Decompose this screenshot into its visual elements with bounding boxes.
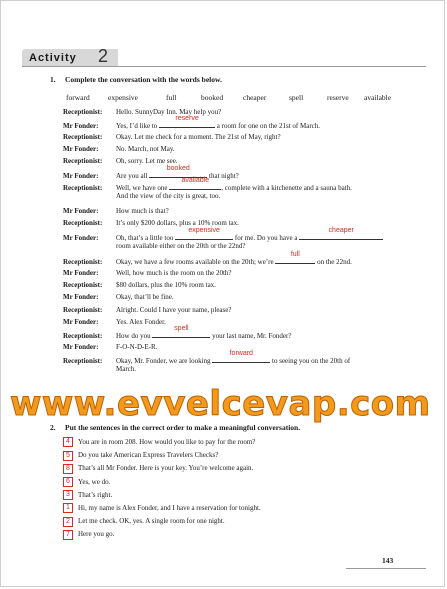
activity-number: 2 — [98, 46, 109, 66]
filled-answer: spell — [174, 325, 189, 333]
answer-blank — [175, 226, 233, 240]
question-1-instruction: Complete the conversation with the words below. — [65, 75, 222, 84]
speaker-label: Receptionist: — [63, 305, 103, 314]
sentence-text: That’s right. — [78, 490, 113, 499]
dialogue-line — [63, 251, 352, 267]
speaker-label: Receptionist: — [63, 184, 103, 193]
dialogue-text: How much is that? — [116, 206, 169, 215]
dialogue-text: F-O-N-D-E-R. — [116, 342, 158, 351]
sentence-text: You are in room 208. How would you like to pay for the room? — [78, 438, 256, 446]
dialogue-text: Okay, Mr. Fonder, we are looking — [116, 357, 213, 365]
answer-blank — [299, 226, 383, 240]
dialogue-line — [63, 143, 175, 155]
speaker-label: Receptionist: — [63, 332, 103, 341]
filled-answer: reserve — [175, 115, 199, 123]
question-1-number: 1. — [50, 75, 56, 84]
sentence-item — [63, 502, 261, 514]
sentence-text: Do you take American Express Travelers Checks? — [78, 451, 219, 460]
page-number-rule — [346, 568, 426, 569]
dialogue-line — [63, 291, 174, 303]
dialogue-text: No. March, not May. — [116, 145, 175, 154]
sentence-item — [63, 449, 218, 461]
dialogue-text: Yes, I’d like to — [116, 122, 160, 131]
answer-blank — [159, 115, 215, 128]
speaker-label: Mr Fonder: — [63, 317, 99, 326]
dialogue-text: to seeing you on the 20th of — [270, 357, 351, 365]
dialogue-text: It’s only $200 dollars, plus a 10% room tax. — [116, 219, 239, 228]
dialogue-line — [63, 226, 383, 242]
order-number-box: 8 — [63, 464, 73, 474]
order-number-box: 1 — [63, 503, 73, 513]
word-bank-item: forward — [66, 93, 90, 102]
speaker-label: Mr Fonder: — [63, 171, 99, 180]
order-number-box: 3 — [63, 490, 73, 500]
dialogue-text: your last name, Mr. Fonder? — [210, 332, 292, 341]
word-bank-item: available — [364, 93, 392, 102]
filled-answer: cheaper — [328, 226, 354, 234]
filled-answer: expensive — [188, 226, 220, 234]
filled-answer: available — [181, 177, 210, 185]
word-bank-item: booked — [201, 93, 224, 102]
speaker-label: Receptionist: — [63, 280, 103, 289]
speaker-label: Mr Fonder: — [63, 145, 99, 154]
sentence-text: Yes, we do. — [78, 477, 111, 486]
dialogue-line — [63, 325, 292, 341]
dialogue-text: that night? — [207, 171, 239, 180]
speaker-label: Receptionist: — [63, 108, 103, 116]
sentence-item — [63, 462, 253, 474]
answer-blank — [212, 350, 270, 363]
dialogue-text: on the 22nd. — [315, 258, 352, 267]
sentence-text: Here you go. — [78, 530, 115, 539]
dialogue-text: , complete with a kitchenette and a sauna bath. — [221, 184, 352, 193]
dialogue-line — [63, 304, 231, 316]
dialogue-text: Oh, that’s a little too — [116, 233, 176, 242]
activity-label: Activity — [29, 52, 77, 64]
dialogue-line — [63, 115, 321, 131]
speaker-label: Receptionist: — [63, 132, 103, 141]
sentence-item — [63, 528, 114, 540]
dialogue-text: Okay, that’ll be fine. — [116, 293, 174, 302]
question-2-instruction: Put the sentences in the correct order to make a meaningful conversation. — [65, 423, 301, 432]
dialogue-line — [63, 267, 232, 279]
dialogue-line — [63, 177, 352, 193]
dialogue-text: Hello. SunnyDay Inn. May help you? — [116, 108, 222, 116]
activity-header-rule — [22, 66, 426, 67]
dialogue-line — [63, 316, 166, 328]
speaker-label: Receptionist: — [63, 219, 103, 228]
filled-answer: booked — [166, 164, 190, 172]
sentence-item — [63, 476, 110, 488]
sentence-item — [63, 515, 225, 527]
dialogue-text: Oh, sorry. Let me see. — [116, 157, 178, 166]
word-bank-item: reserve — [327, 93, 349, 102]
order-number-box: 2 — [63, 517, 73, 527]
speaker-label: Receptionist: — [63, 157, 103, 166]
dialogue-line — [63, 279, 216, 291]
sentence-text: Hi, my name is Alex Fonder, and I have a reservation for tonight. — [78, 504, 261, 512]
speaker-label: Mr Fonder: — [63, 268, 99, 277]
order-number-box: 4 — [63, 437, 73, 447]
speaker-label: Mr Fonder: — [63, 206, 99, 215]
filled-answer: full — [290, 251, 300, 259]
sentence-item — [63, 436, 255, 448]
speaker-label: Mr Fonder: — [63, 293, 99, 302]
dialogue-text: Okay, we have a few rooms available on the 20th; we’re — [116, 258, 276, 267]
dialogue-text: a room for one on the 21st of March. — [215, 122, 321, 131]
dialogue-continuation: room available either on the 20th or the 22nd? — [116, 241, 246, 250]
speaker-label: Mr Fonder: — [63, 233, 99, 242]
answer-blank — [275, 251, 315, 264]
dialogue-text: Okay. Let me check for a moment. The 21st of May, right? — [116, 132, 281, 141]
watermark: www.evvelcevap.com — [10, 384, 431, 424]
dialogue-text: Well, how much is the room on the 20th? — [116, 268, 232, 277]
dialogue-line — [63, 205, 169, 217]
word-bank-item: expensive — [108, 93, 138, 102]
word-bank-item: spell — [289, 93, 304, 102]
order-number-box: 5 — [63, 451, 73, 461]
answer-blank — [152, 325, 210, 338]
dialogue-continuation: March. — [116, 365, 137, 374]
filled-answer: forward — [229, 350, 253, 357]
speaker-label: Receptionist: — [63, 357, 103, 365]
dialogue-text: Well, we have one — [116, 184, 170, 193]
dialogue-text: Alright. Could I have your name, please? — [116, 305, 232, 314]
page-number: 143 — [382, 556, 394, 565]
dialogue-line — [63, 131, 281, 143]
dialogue-text: Yes. Alex Fonder. — [116, 317, 166, 326]
dialogue-text: $80 dollars, plus the 10% room tax. — [116, 280, 216, 289]
dialogue-line — [63, 341, 157, 353]
sentence-text: That’s all Mr Fonder. Here is your key. You’re welcome again. — [78, 464, 254, 473]
dialogue-text: for me. Do you have a — [233, 233, 300, 242]
word-bank-item: full — [166, 93, 177, 102]
sentence-item — [63, 489, 112, 501]
speaker-label: Mr Fonder: — [63, 342, 99, 351]
dialogue-line — [63, 350, 351, 365]
word-bank-item: cheaper — [243, 93, 267, 102]
speaker-label: Mr Fonder: — [63, 122, 99, 131]
question-2-number: 2. — [50, 423, 56, 432]
dialogue-continuation: And the view of the city is great, too. — [116, 192, 221, 201]
answer-blank — [169, 177, 221, 190]
order-number-box: 6 — [63, 477, 73, 487]
order-number-box: 7 — [63, 530, 73, 540]
dialogue-text: Are you all — [116, 171, 150, 180]
sentence-text: Let me check. OK, yes. A single room for one night. — [78, 517, 225, 526]
dialogue-text: How do you — [116, 332, 153, 341]
speaker-label: Receptionist: — [63, 258, 103, 267]
